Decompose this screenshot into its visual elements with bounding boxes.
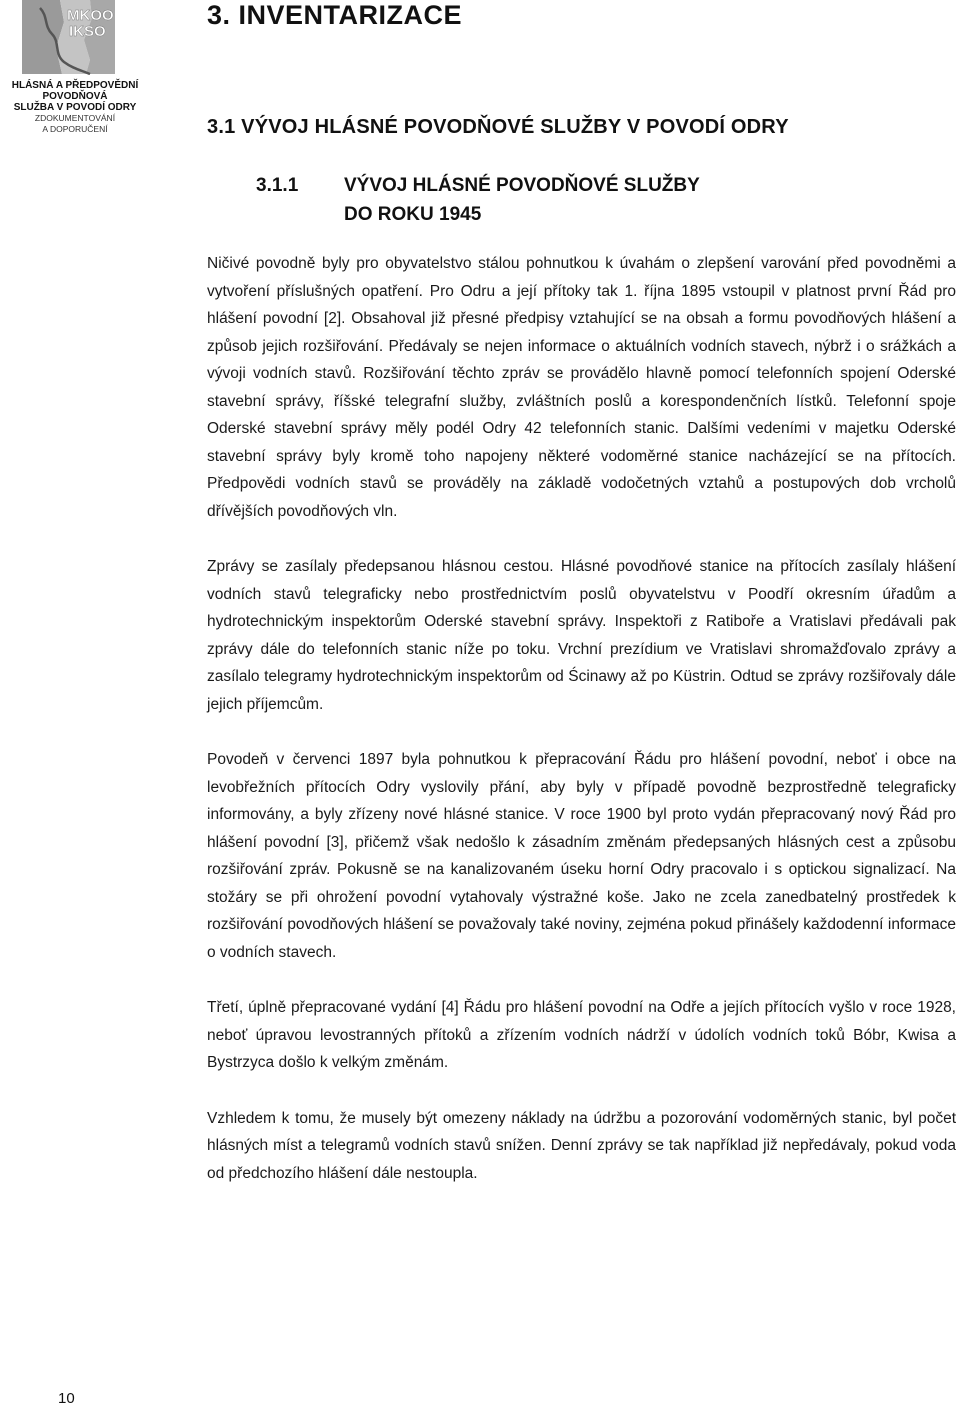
paragraph-3: Povodeň v červenci 1897 byla pohnutkou k přepracování Řádu pro hlášení povodní, neboť i obce na levobřežních přítocích Odry vyslovily přání, aby byly v případě povodně bezprostředně telegraficky informovány, a byly zřízeny nové hlásné stanice. V roce 1900 byl proto vydán přepracovaný nový Řád pro hlášení povodní [3], přičemž však nedošlo k zásadním změnám předepsaných hlásných cest a způsobu rozšiřování zpráv. Pokusně se na kanalizovaném úseku horní Odry pracovalo i s optickou signalizací. Na stožáry se při ohrožení povodní vytahovaly výstražné koše. Jako ne zcela zanedbatelný prostředek k rozšiřování povodňových hlášení se považovaly také noviny, zejména pokud přinášely každodenní informace o vodních stavech. <box>207 751 956 961</box>
paragraph-1: Ničivé povodně byly pro obyvatelstvo stálou pohnutkou k úvahám o zlepšení varování před povodněmi a vytvoření příslušných opatření. Pro Odru a její přítoky tak 1. října 1895 vstoupil v platnost první Řád pro hlášení povodní [2]. Obsahoval již přesné předpisy vztahující se na obsah a formu povodňových hlášení a způsob jejich rozšiřování. Předávaly se nejen informace o aktuálních vodních stavech, nýbrž i o srážkách a vývoji vodních stavů. Rozšiřování těchto zpráv se provádělo hlavně pomocí telefonních spojení Oderské stavební správy, říšské telegrafní služby, zvláštních poslů a korespondenčních lístků. Telefonní spoje Oderské stavební správy měly podél Odry 42 telefonních stanic. Dalšími vedeními v majetku Oderské stavební správy byly kromě toho napojeny některé vodoměrné stanice nacházející se na přítocích. Předpovědi vodních stavů se prováděly na základě vodočetných vztahů a postupových dob vrcholů dřívějších povodňových vln. <box>207 255 956 520</box>
logo-line-1: HLÁSNÁ A PŘEDPOVĚDNÍ <box>11 80 139 91</box>
svg-text:IKSO: IKSO <box>69 23 106 40</box>
logo-line-3: SLUŽBA V POVODÍ ODRY <box>13 102 137 113</box>
paragraph-4: Třetí, úplně přepracované vydání [4] Řádu pro hlášení povodní na Odře a jejích přítocích vyšlo v roce 1928, neboť úpravou levostranných přítoků a zřízením vodních nádrží v údolích vodních toků Bóbr, Kwisa a Bystrzyca došlo k velkým změnám. <box>207 999 956 1071</box>
subsection-number: 3.1.1 <box>256 175 299 196</box>
logo-caption <box>0 80 150 135</box>
body-text <box>207 250 956 1215</box>
paragraph-2: Zprávy se zasílaly předepsanou hlásnou cestou. Hlásné povodňové stanice na přítocích zasílaly hlášení vodních stavů telegraficky nebo prostřednictvím poslů obyvatelstvu v Poodří okresním úřadům a hydrotechnickým inspektorům Oderské stavební správy. Inspektoři z Ratiboře a Vratislavi předávali pak zprávy dále do telefonních stanic níže po toku. Vrchní prezídium ve Vratislavi shromažďovalo zprávy a zasílalo telegramy hydrotechnickým inspektorům od Ścinawy až po Küstrin. Odtud se zprávy rozšiřovaly dále jejich příjemcům. <box>207 558 956 713</box>
chapter-title: 3. INVENTARIZACE <box>207 0 463 30</box>
section-title: 3.1 VÝVOJ HLÁSNÉ POVODŇOVÉ SLUŽBY V POVODÍ ODRY <box>207 116 789 138</box>
subsection-title-line-1: VÝVOJ HLÁSNÉ POVODŇOVÉ SLUŽBY <box>344 175 700 196</box>
logo-subline-1: ZDOKUMENTOVÁNÍ <box>34 113 116 123</box>
logo-subline-2: A DOPORUČENÍ <box>42 124 108 134</box>
publication-logo <box>0 0 150 150</box>
subsection-heading <box>256 171 700 229</box>
paragraph-5: Vzhledem k tomu, že musely být omezeny náklady na údržbu a pozorování vodoměrných stanic, byl počet hlásných míst a telegramů vodních stavů snížen. Denní zprávy se tak například již nepředávaly, pokud voda od předchozího hlášení dále nestoupla. <box>207 1109 956 1182</box>
subsection-title-line-2: DO ROKU 1945 <box>344 204 482 225</box>
page-number: 10 <box>58 1390 75 1407</box>
odra-river-logo-graphic <box>20 0 115 75</box>
logo-mark-text: MKOO <box>67 7 114 24</box>
logo-line-2: POVODŇOVÁ <box>42 91 108 102</box>
